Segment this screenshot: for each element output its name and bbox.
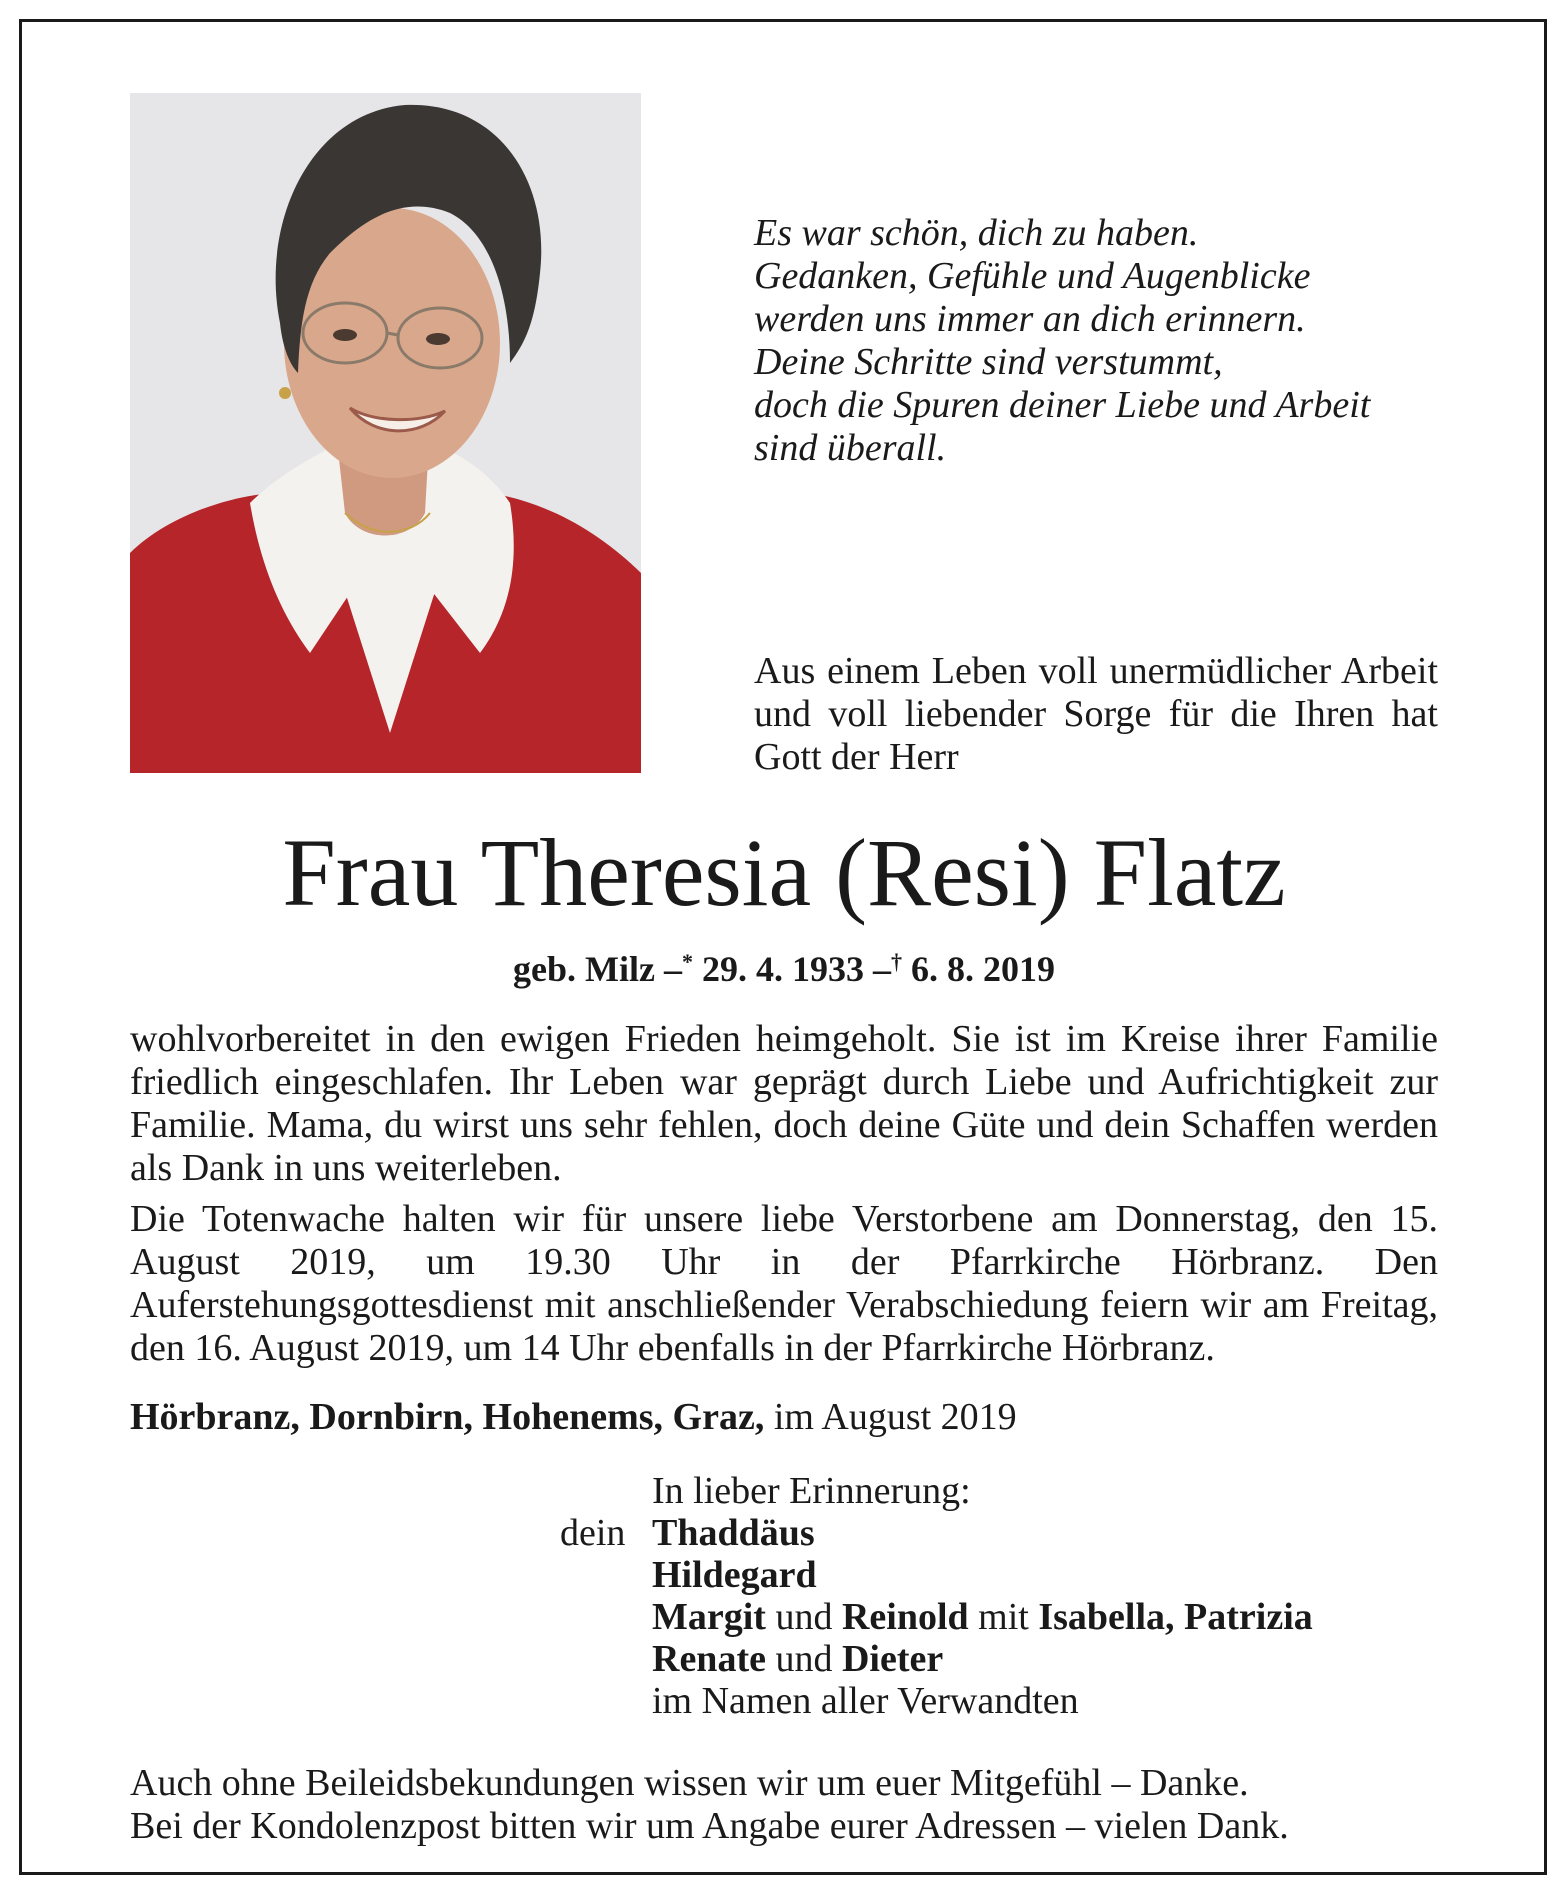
mourner-row — [560, 1638, 1460, 1680]
portrait-illustration — [130, 93, 641, 773]
poem-line: Es war schön, dich zu haben. — [754, 212, 1199, 254]
dein-label: dein — [560, 1512, 626, 1554]
poem — [754, 212, 1454, 470]
conjunction: und — [775, 1638, 833, 1680]
month-year: im August 2019 — [773, 1396, 1017, 1438]
birth-date: 29. 4. 1933 — [701, 949, 864, 989]
mourner-name: Dieter — [841, 1638, 944, 1680]
mourner-name: Margit — [652, 1596, 766, 1638]
dates-separator: – — [872, 949, 891, 989]
mourner-name: Isabella, Patrizia — [1038, 1596, 1313, 1638]
poem-line: doch die Spuren deiner Liebe und Arbeit — [754, 384, 1371, 426]
intro-text: Aus einem Leben voll unermüdlicher Arbeit und voll liebender Sorge für die Ihren hat Gott der Herr — [754, 650, 1438, 778]
life-dates — [130, 940, 1438, 991]
poem-line: werden uns immer an dich erinnern. — [754, 298, 1306, 340]
signoff — [560, 1470, 1460, 1722]
body-paragraph: wohlvorbereitet in den ewigen Frieden heimgeholt. Sie ist im Kreise ihrer Familie friedlich eingeschlafen. Ihr Leben war geprägt durch Liebe und Aufrichtigkeit zur Familie. Mama, du wirst uns sehr fehlen, doch deine Güte und dein Schaffen werden als Dank in uns weiterleben. — [130, 1018, 1438, 1189]
mourner-row — [560, 1512, 1460, 1554]
conjunction: und — [775, 1596, 833, 1638]
death-symbol: † — [890, 949, 902, 974]
deceased-name: Frau Theresia (Resi) Flatz — [282, 819, 1286, 926]
towns: Hörbranz, Dornbirn, Hohenems, Graz, — [130, 1396, 765, 1438]
birth-symbol: * — [681, 949, 693, 974]
place-and-date — [130, 1396, 1438, 1439]
mourner-row — [560, 1554, 1460, 1596]
maiden-name: geb. Milz — [513, 949, 655, 989]
conjunction: mit — [978, 1596, 1029, 1638]
mourner-row — [560, 1596, 1460, 1638]
obituary-body — [130, 1018, 1438, 1378]
dates-separator: – — [663, 949, 682, 989]
footer-line: Auch ohne Beileidsbekundungen wissen wir um euer Mitgefühl – Danke. — [130, 1762, 1249, 1804]
mourner-name: Renate — [652, 1638, 766, 1680]
death-date: 6. 8. 2019 — [910, 949, 1055, 989]
poem-line: Deine Schritte sind verstummt, — [754, 341, 1223, 383]
poem-line: sind überall. — [754, 427, 947, 469]
signoff-heading: In lieber Erinnerung: — [652, 1470, 971, 1512]
poem-line: Gedanken, Gefühle und Augenblicke — [754, 255, 1311, 297]
footer-note — [130, 1762, 1450, 1848]
signoff-closing: im Namen aller Verwandten — [652, 1680, 1079, 1722]
body-paragraph: Die Totenwache halten wir für unsere liebe Verstorbene am Donnerstag, den 15. August 2019, um 19.30 Uhr in der Pfarrkirche Hörbranz. Den Auferstehungsgottesdienst mit anschließender Verabschiedung feiern wir am Freitag, den 16. August 2019, um 14 Uhr ebenfalls in der Pfarrkirche Hörbranz. — [130, 1198, 1438, 1369]
mourner-name: Thaddäus — [652, 1512, 815, 1554]
mourner-name: Hildegard — [652, 1554, 817, 1596]
footer-line: Bei der Kondolenzpost bitten wir um Angabe eurer Adressen – vielen Dank. — [130, 1805, 1289, 1847]
mourner-name: Reinold — [841, 1596, 969, 1638]
portrait-photo — [130, 93, 641, 773]
